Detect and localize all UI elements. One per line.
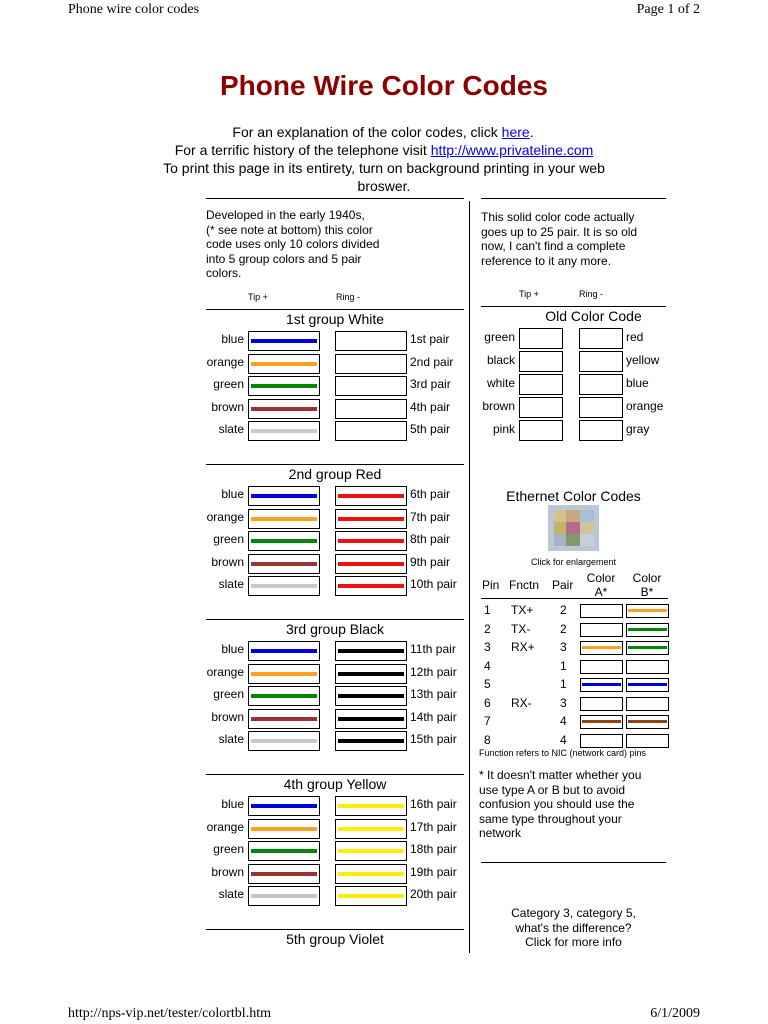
color-b-swatch [626,678,669,692]
old-ring-swatch [579,420,623,441]
old-tip-swatch [519,397,563,418]
eth-function: TX+ [511,603,534,617]
eth-pin: 6 [484,695,491,710]
group-divider [206,619,464,620]
tip-wire-swatch [248,509,320,529]
link-text: Click for more info [525,935,622,949]
wire-stripe [338,827,404,831]
col-header-pin: Pin [482,578,500,592]
wire-stripe [251,672,317,676]
tip-wire-swatch [248,399,320,419]
tip-wire-swatch [248,886,320,906]
tip-wire-swatch [248,796,320,816]
tip-label: Tip + [519,289,539,299]
pair-label: 15th pair [410,732,457,746]
old-tip-color: pink [492,422,515,436]
note-line: code uses only 10 colors divided [206,237,380,251]
ring-label: Ring - [336,292,361,302]
wire-stripe [251,649,317,653]
tip-color-label: blue [221,332,244,346]
right-note [481,210,671,268]
intro-text: For a terrific history of the telephone visit [174,142,431,158]
tip-wire-swatch [248,331,320,351]
pair-label: 3rd pair [410,377,451,391]
pair-label: 18th pair [410,842,457,856]
tip-color-label: slate [218,732,244,746]
pair-label: 9th pair [410,554,451,569]
color-a-swatch [580,641,623,655]
tip-color-label: green [213,532,244,546]
note-line: This solid color code actually [481,210,635,224]
ring-wire-swatch [335,331,407,351]
tip-color-label: blue [221,487,244,501]
pair-label: 12th pair [410,664,457,679]
column-divider [469,201,470,953]
old-code-title: Old Color Code [545,308,642,324]
tip-color-label: slate [218,887,244,901]
eth-pin: 7 [484,714,491,728]
wire-stripe [251,739,317,743]
ring-wire-swatch [335,509,407,529]
eth-pair: 3 [560,640,567,654]
color-b-swatch [626,641,669,655]
color-a-swatch [580,604,623,618]
tip-wire-swatch [248,841,320,861]
eth-pair: 2 [560,621,567,636]
old-ring-swatch [579,374,623,395]
wire-stripe [251,429,317,433]
tip-wire-swatch [248,641,320,661]
ring-wire-swatch [335,819,407,839]
eth-pair: 4 [560,732,567,747]
page-url: http://nps-vip.net/tester/colortbl.htm [68,1006,271,1021]
wire-stripe [251,584,317,588]
group-title: 2nd group Red [288,466,382,482]
wire-stripe [338,584,404,588]
group-title: 4th group Yellow [283,776,387,792]
wire-stripe [251,362,317,366]
left-note [206,208,406,281]
pair-label: 20th pair [410,887,457,901]
note-line: colors. [206,266,242,280]
ring-wire-swatch [335,686,407,706]
wire-stripe [251,827,317,831]
divider [481,862,666,863]
old-ring-color: yellow [626,353,660,367]
old-tip-swatch [519,420,563,441]
ring-wire-swatch [335,841,407,861]
pair-label: 17th pair [410,819,457,834]
thumbnail-caption: Click for enlargement [530,557,617,567]
tip-color-label: green [213,842,244,856]
wire-stripe [251,494,317,498]
wire-stripe [628,609,667,612]
wire-stripe [338,649,404,653]
intro-line-3: To print this page in its entirety, turn on background printing in your web [163,160,605,176]
pair-label: 7th pair [410,509,451,524]
col-header-function: Fnctn [509,578,540,592]
wire-stripe [628,720,667,723]
page-header-title: Phone wire color codes [68,2,200,17]
ethernet-title: Ethernet Color Codes [506,488,641,504]
wire-stripe [628,646,667,649]
note-line: confusion you should use the [479,797,635,811]
tip-color-label: blue [221,797,244,811]
wire-stripe [338,694,404,698]
header-text: B* [640,585,654,599]
color-a-swatch [580,678,623,692]
tip-color-label: green [213,687,244,701]
tip-wire-swatch [248,819,320,839]
wire-stripe [582,720,621,723]
tip-color-label: green [213,377,244,391]
wire-stripe [338,562,404,566]
group-divider [206,929,464,930]
eth-pin: 4 [484,658,491,673]
intro-line-2 [0,141,768,159]
old-tip-color: brown [482,399,515,413]
old-ring-swatch [579,351,623,372]
eth-function: RX- [511,695,532,710]
ethernet-footnote: Function refers to NIC (network card) pins [479,748,647,758]
tip-wire-swatch [248,486,320,506]
tip-wire-swatch [248,354,320,374]
color-b-swatch [626,623,669,637]
pair-label: 6th pair [410,487,451,501]
color-a-swatch [580,734,623,748]
old-ring-color: red [626,330,644,344]
group-title: 1st group White [285,311,385,327]
pair-label: 2nd pair [410,354,454,369]
color-a-swatch [580,697,623,711]
ethernet-note [479,768,669,841]
wire-stripe [251,694,317,698]
color-b-swatch [626,697,669,711]
ring-wire-swatch [335,864,407,884]
divider [481,306,666,307]
tip-wire-swatch [248,421,320,441]
pair-label: 13th pair [410,687,457,701]
ring-wire-swatch [335,796,407,816]
wire-stripe [251,562,317,566]
ring-wire-swatch [335,664,407,684]
group-divider [206,464,464,465]
wire-stripe [251,407,317,411]
tip-color-label: brown [211,864,244,879]
old-ring-color: blue [626,376,649,390]
note-line: into 5 group colors and 5 pair [206,251,362,266]
pair-label: 1st pair [410,332,450,346]
note-line: network [479,826,522,840]
explanation-link[interactable]: here [501,124,530,140]
eth-pin: 3 [484,640,491,654]
intro-text: . [529,124,534,140]
page-title: Phone Wire Color Codes [219,70,548,101]
tip-label: Tip + [248,292,268,302]
wire-stripe [338,517,404,521]
ring-wire-swatch [335,731,407,751]
note-line: now, I can't find a complete [481,239,626,253]
pair-label: 14th pair [410,709,457,724]
eth-pin: 5 [484,677,491,691]
link-text: Category 3, category 5, [511,906,636,920]
ring-wire-swatch [335,399,407,419]
pair-label: 4th pair [410,399,451,414]
wire-stripe [582,683,621,686]
eth-pin: 1 [484,603,491,617]
wire-stripe [251,894,317,898]
color-a-swatch [580,715,623,729]
note-line: goes up to 25 pair. It is so old [481,224,638,239]
intro-line-4: broswer. [357,178,411,194]
color-a-swatch [580,660,623,674]
wire-stripe [338,672,404,676]
pair-label: 11th pair [410,642,456,656]
col-header-pair: Pair [552,578,574,592]
tip-color-label: brown [211,554,244,569]
eth-pair: 1 [560,677,567,691]
pair-label: 16th pair [410,797,457,811]
pair-label: 5th pair [410,422,451,436]
eth-pair: 3 [560,695,567,710]
eth-function: TX- [511,621,531,636]
tip-wire-swatch [248,864,320,884]
eth-pair: 1 [560,658,567,673]
old-tip-swatch [519,374,563,395]
tip-color-label: brown [211,399,244,414]
ring-wire-swatch [335,709,407,729]
wire-stripe [251,849,317,853]
wire-stripe [338,894,404,898]
tip-color-label: slate [218,422,244,436]
old-ring-color: orange [626,399,664,413]
wire-stripe [251,339,317,343]
wire-stripe [628,628,667,631]
eth-function: RX+ [511,640,535,654]
page-number: Page 1 of 2 [636,2,700,17]
eth-pin: 2 [484,621,491,636]
ring-wire-swatch [335,886,407,906]
tip-color-label: slate [218,577,244,591]
wire-stripe [338,849,404,853]
wire-stripe [338,494,404,498]
divider [481,598,668,599]
tip-color-label: orange [206,664,244,679]
divider [481,198,666,199]
color-b-swatch [626,660,669,674]
pair-label: 19th pair [410,864,457,879]
intro-line-1 [0,123,767,141]
wire-stripe [338,717,404,721]
wire-stripe [251,539,317,543]
wire-stripe [251,804,317,808]
color-b-swatch [626,604,669,618]
note-line: * It doesn't matter whether you [479,768,642,782]
header-text: Color [586,571,616,585]
col-header-color-a [580,571,622,599]
ring-label: Ring - [579,289,604,299]
note-line: Developed in the early 1940s, [206,208,365,222]
tip-wire-swatch [248,531,320,551]
ring-wire-swatch [335,531,407,551]
wire-stripe [338,539,404,543]
divider [206,198,464,199]
ring-wire-swatch [335,576,407,596]
ring-wire-swatch [335,486,407,506]
intro-text: For an explanation of the color codes, click [232,124,502,140]
eth-pin: 8 [484,732,491,747]
note-line: reference to it any more. [481,253,612,268]
ethernet-thumbnail-image[interactable] [548,505,599,551]
ring-wire-swatch [335,421,407,441]
col-header-color-b [626,571,668,599]
wire-stripe [251,384,317,388]
eth-pair: 4 [560,714,567,728]
tip-color-label: orange [206,354,244,369]
ring-wire-swatch [335,641,407,661]
ring-wire-swatch [335,354,407,374]
tip-color-label: blue [221,642,244,656]
color-a-swatch [580,623,623,637]
ring-wire-swatch [335,376,407,396]
color-b-swatch [626,715,669,729]
pair-label: 10th pair [410,577,457,591]
tip-wire-swatch [248,686,320,706]
tip-wire-swatch [248,376,320,396]
tip-wire-swatch [248,554,320,574]
group-divider [206,774,464,775]
header-text: Color [632,571,662,585]
old-ring-swatch [579,328,623,349]
eth-pair: 2 [560,603,567,617]
tip-wire-swatch [248,664,320,684]
old-tip-color: white [486,376,515,390]
wire-stripe [582,646,621,649]
link-text: what's the difference? [515,920,632,935]
tip-wire-swatch [248,709,320,729]
old-ring-swatch [579,397,623,418]
print-date: 6/1/2009 [650,1006,700,1021]
tip-wire-swatch [248,576,320,596]
tip-color-label: orange [206,509,244,524]
header-text: A* [594,585,608,599]
old-ring-color: gray [626,422,650,436]
color-b-swatch [626,734,669,748]
wire-stripe [338,804,404,808]
old-tip-color: black [486,353,515,367]
old-tip-swatch [519,351,563,372]
group-title: 5th group Violet [286,931,384,947]
group-divider [206,309,464,310]
old-tip-color: green [484,330,515,344]
tip-color-label: brown [211,709,244,724]
wire-stripe [251,872,317,876]
privateline-link[interactable]: http://www.privateline.com [430,142,594,158]
wire-stripe [338,872,404,876]
tip-wire-swatch [248,731,320,751]
old-tip-swatch [519,328,563,349]
wire-stripe [628,683,667,686]
note-line: (* see note at bottom) this color [206,222,373,237]
note-line: use type A or B but to avoid [479,782,626,797]
group-title: 3rd group Black [285,621,385,637]
note-line: same type throughout your [479,811,622,826]
pair-label: 8th pair [410,532,451,546]
wire-stripe [338,739,404,743]
category-info-link[interactable] [481,906,666,950]
tip-color-label: orange [206,819,244,834]
wire-stripe [251,517,317,521]
wire-stripe [251,717,317,721]
ring-wire-swatch [335,554,407,574]
